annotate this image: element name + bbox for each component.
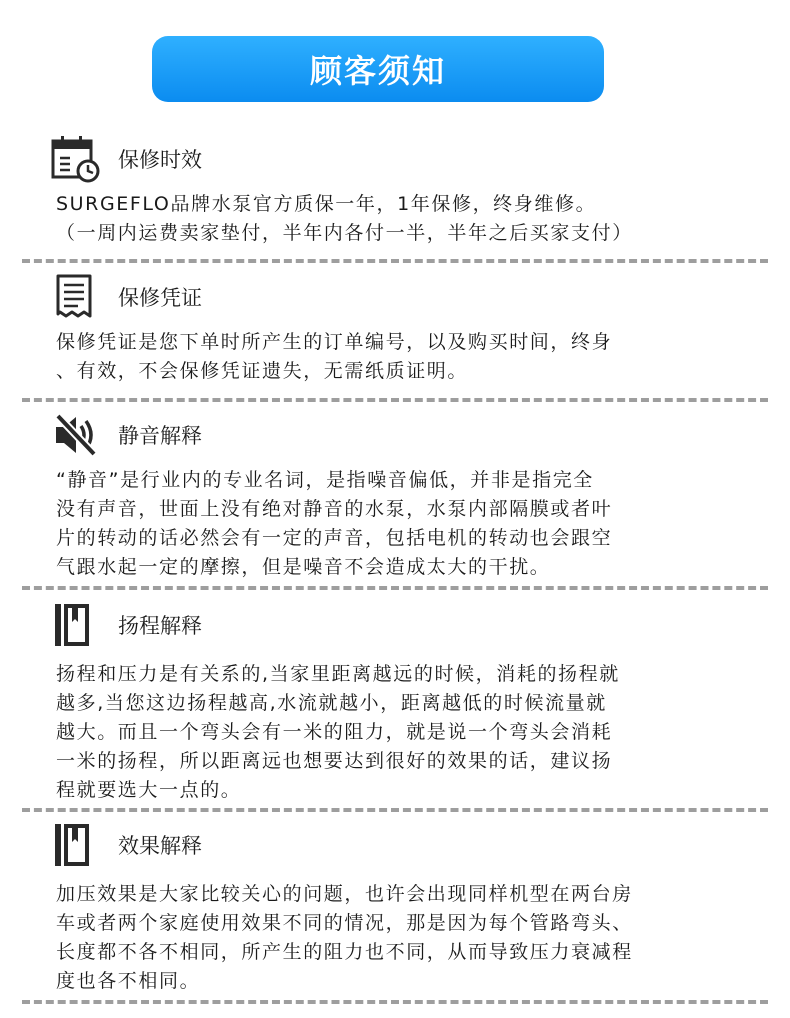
page-title: 顾客须知 <box>152 36 604 102</box>
section-silence <box>50 410 750 582</box>
dashed-divider <box>22 398 768 402</box>
section-title: 扬程解释 <box>118 614 202 638</box>
dashed-divider <box>22 259 768 263</box>
body-line: SURGEFLO品牌水泵官方质保一年，1年保修，终身维修。 <box>56 193 597 215</box>
section-head-lift <box>50 600 750 805</box>
body-line: 度也各不相同。 <box>56 970 201 992</box>
body-line: “静音”是行业内的专业名词，是指噪音偏低，并非是指完全 <box>56 469 594 491</box>
section-warranty-proof <box>50 272 750 386</box>
section-title: 效果解释 <box>118 834 202 858</box>
section-body <box>56 190 750 248</box>
book-icon <box>50 600 104 650</box>
body-line: 扬程和压力是有关系的,当家里距离越远的时候，消耗的扬程就 <box>56 663 620 685</box>
dashed-divider <box>22 808 768 812</box>
body-line: 、有效，不会保修凭证遗失，无需纸质证明。 <box>56 360 469 382</box>
section-body <box>56 466 750 582</box>
body-line: 越多,当您这边扬程越高,水流就越小，距离越低的时候流量就 <box>56 692 607 714</box>
body-line: 片的转动的话必然会有一定的声音，包括电机的转动也会跟空 <box>56 527 613 549</box>
title-banner <box>152 36 604 102</box>
section-title: 静音解释 <box>118 424 202 448</box>
body-line: （一周内运费卖家垫付，半年内各付一半，半年之后买家支付） <box>56 222 633 244</box>
mute-speaker-icon <box>50 410 104 460</box>
body-line: 越大。而且一个弯头会有一米的阻力，就是说一个弯头会消耗 <box>56 721 613 743</box>
body-line: 一米的扬程，所以距离远也想要达到很好的效果的话，建议扬 <box>56 750 613 772</box>
section-effect <box>50 820 750 996</box>
calendar-clock-icon <box>50 134 104 184</box>
book-icon <box>50 820 104 870</box>
body-line: 没有声音，世面上没有绝对静音的水泵，水泵内部隔膜或者叶 <box>56 498 613 520</box>
receipt-icon <box>50 272 104 322</box>
section-title: 保修凭证 <box>118 286 202 310</box>
body-line: 加压效果是大家比较关心的问题，也许会出现同样机型在两台房 <box>56 883 633 905</box>
body-line: 程就要选大一点的。 <box>56 779 242 801</box>
section-body <box>56 880 750 996</box>
body-line: 保修凭证是您下单时所产生的订单编号，以及购买时间，终身 <box>56 331 613 353</box>
dashed-divider <box>22 1000 768 1004</box>
body-line: 长度都不各不相同，所产生的阻力也不同，从而导致压力衰减程 <box>56 941 633 963</box>
dashed-divider <box>22 586 768 590</box>
section-body <box>56 660 750 805</box>
section-body <box>56 328 750 386</box>
body-line: 车或者两个家庭使用效果不同的情况，那是因为每个管路弯头、 <box>56 912 633 934</box>
section-warranty-period <box>50 134 750 248</box>
body-line: 气跟水起一定的摩擦，但是噪音不会造成太大的干扰。 <box>56 556 551 578</box>
section-title: 保修时效 <box>118 148 202 172</box>
